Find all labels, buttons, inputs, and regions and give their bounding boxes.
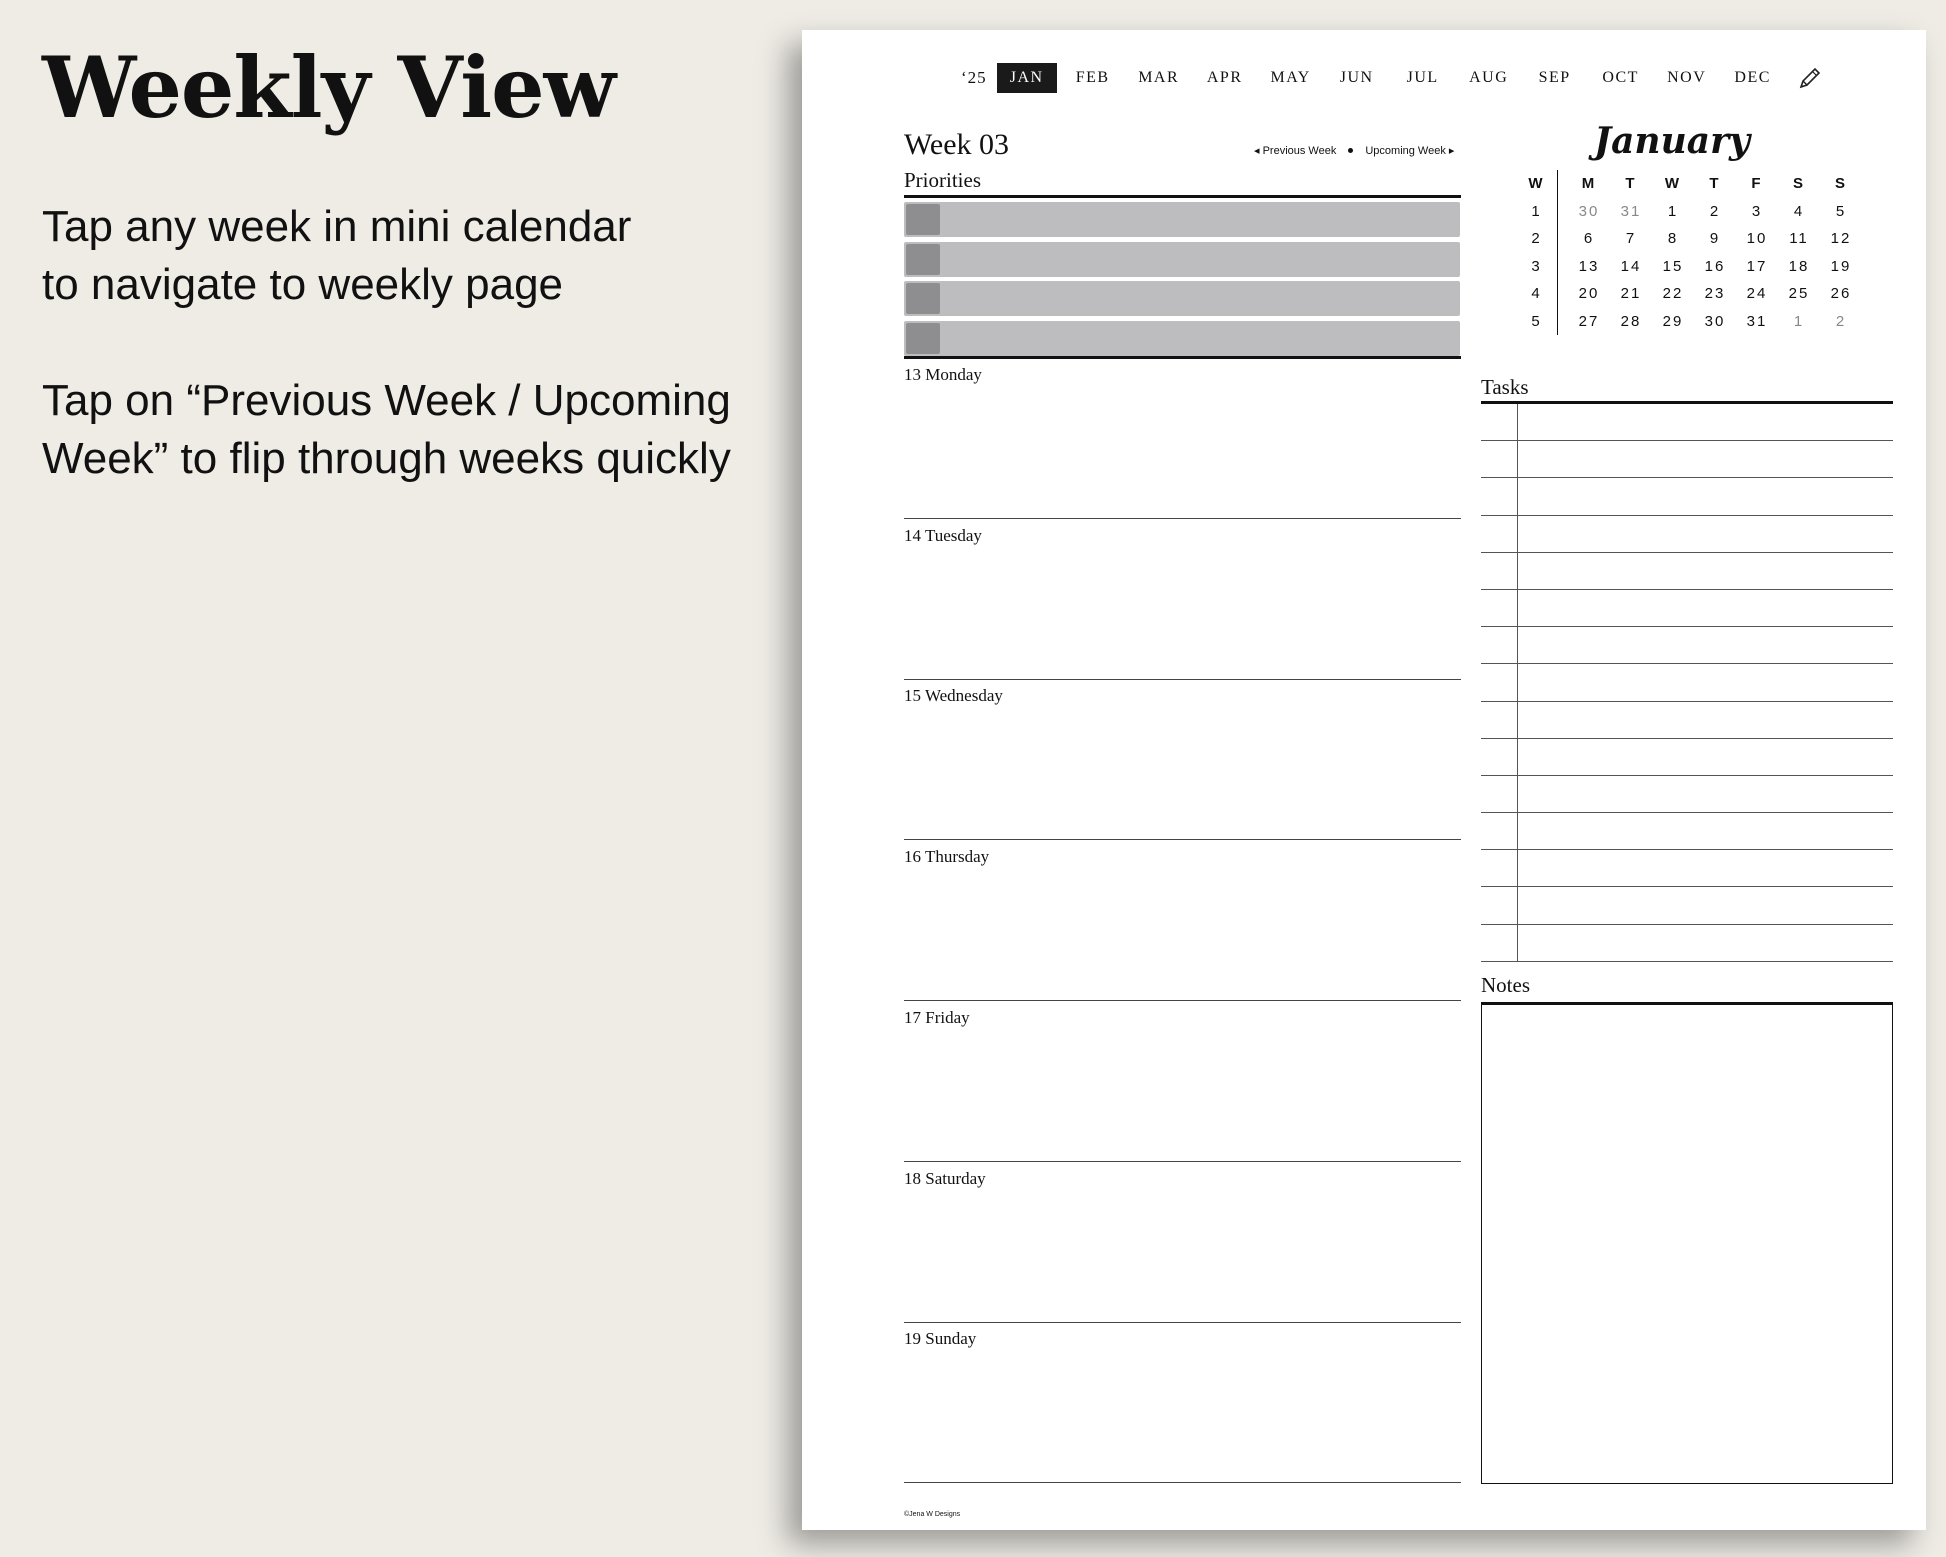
- week-number-link[interactable]: 2: [1516, 225, 1558, 253]
- weekday-header: T: [1625, 175, 1637, 193]
- month-nav: [961, 63, 1825, 93]
- calendar-day[interactable]: 14: [1620, 257, 1642, 275]
- task-checkbox[interactable]: [1481, 739, 1518, 775]
- priority-item[interactable]: [904, 202, 1460, 237]
- calendar-day[interactable]: 20: [1578, 285, 1600, 303]
- planner-page: [802, 30, 1926, 1530]
- task-checkbox[interactable]: [1481, 553, 1518, 589]
- month-tab-may[interactable]: MAY: [1270, 69, 1311, 86]
- weekday-header: M: [1581, 175, 1597, 193]
- task-row[interactable]: [1481, 850, 1893, 887]
- task-row[interactable]: [1481, 813, 1893, 850]
- day-label: 14 Tuesday: [904, 525, 982, 545]
- task-row[interactable]: [1481, 925, 1893, 962]
- notes-label: Notes: [1481, 973, 1530, 997]
- day-label: 13 Monday: [904, 365, 982, 384]
- day-label: 15 Wednesday: [904, 686, 1003, 706]
- task-checkbox[interactable]: [1481, 478, 1518, 514]
- calendar-day[interactable]: 16: [1704, 257, 1726, 275]
- task-row[interactable]: [1481, 887, 1893, 924]
- week-number-link[interactable]: 1: [1516, 198, 1558, 226]
- mini-calendar: [1516, 170, 1862, 335]
- day-section[interactable]: [904, 679, 1461, 840]
- task-checkbox[interactable]: [1481, 441, 1518, 477]
- calendar-day[interactable]: 7: [1625, 230, 1637, 248]
- task-row[interactable]: [1481, 404, 1893, 441]
- week-navigation: [1254, 144, 1454, 157]
- calendar-day[interactable]: 9: [1709, 230, 1721, 248]
- day-label: 16 Thursday: [904, 847, 990, 867]
- calendar-day[interactable]: 6: [1583, 230, 1595, 248]
- month-tab-aug[interactable]: AUG: [1469, 69, 1509, 86]
- priorities-top-rule: [904, 195, 1461, 198]
- task-checkbox[interactable]: [1481, 702, 1518, 738]
- calendar-day[interactable]: 13: [1578, 257, 1600, 275]
- task-checkbox[interactable]: [1481, 925, 1518, 961]
- calendar-day[interactable]: 10: [1746, 230, 1768, 248]
- task-row[interactable]: [1481, 590, 1893, 627]
- day-label: 19 Sunday: [904, 1329, 977, 1349]
- calendar-day[interactable]: 28: [1620, 312, 1642, 330]
- calendar-day[interactable]: 18: [1788, 257, 1810, 275]
- priority-checkbox[interactable]: [906, 244, 940, 275]
- week-number-link[interactable]: 3: [1516, 253, 1558, 281]
- calendar-day[interactable]: 23: [1704, 285, 1726, 303]
- copyright-footer: ©Jena W Designs: [904, 1511, 961, 1518]
- calendar-day[interactable]: 1: [1667, 202, 1679, 220]
- task-row[interactable]: [1481, 702, 1893, 739]
- day-label: 17 Friday: [904, 1007, 970, 1027]
- calendar-week-row[interactable]: [1516, 198, 1862, 226]
- task-checkbox[interactable]: [1481, 664, 1518, 700]
- calendar-day[interactable]: 17: [1746, 257, 1768, 275]
- task-checkbox[interactable]: [1481, 813, 1518, 849]
- task-checkbox[interactable]: [1481, 627, 1518, 663]
- weekday-header: S: [1792, 175, 1805, 193]
- mini-calendar-header: [1516, 170, 1862, 198]
- week-column-header: W: [1516, 170, 1558, 198]
- calendar-day[interactable]: 30: [1704, 312, 1726, 330]
- tasks-list: [1481, 404, 1893, 962]
- weekday-header: S: [1834, 175, 1847, 193]
- calendar-day[interactable]: 11: [1789, 230, 1809, 248]
- month-tab-sep[interactable]: SEP: [1538, 69, 1571, 86]
- task-checkbox[interactable]: [1481, 590, 1518, 626]
- month-tab-nov[interactable]: NOV: [1667, 69, 1707, 86]
- calendar-day[interactable]: 27: [1578, 312, 1600, 330]
- month-tab-dec[interactable]: DEC: [1734, 69, 1771, 86]
- calendar-day[interactable]: 2: [1709, 202, 1721, 220]
- calendar-day[interactable]: 31: [1746, 312, 1768, 330]
- day-section[interactable]: [904, 358, 1461, 519]
- day-section[interactable]: [904, 1322, 1461, 1483]
- task-checkbox[interactable]: [1481, 516, 1518, 552]
- weekday-header: W: [1664, 175, 1682, 193]
- week-number-link[interactable]: 5: [1516, 308, 1558, 336]
- priority-checkbox[interactable]: [906, 283, 940, 314]
- task-row[interactable]: [1481, 478, 1893, 515]
- year-label[interactable]: ‘25: [961, 68, 987, 87]
- calendar-day[interactable]: 1: [1793, 312, 1805, 330]
- calendar-week-row[interactable]: [1516, 253, 1862, 281]
- priority-checkbox[interactable]: [906, 204, 940, 235]
- day-section[interactable]: [904, 519, 1461, 680]
- calendar-week-row[interactable]: [1516, 225, 1862, 253]
- priority-item[interactable]: [904, 321, 1460, 356]
- day-label: 18 Saturday: [904, 1168, 986, 1188]
- month-tab-jan[interactable]: JAN: [997, 63, 1057, 93]
- task-checkbox[interactable]: [1481, 404, 1518, 440]
- calendar-day[interactable]: 30: [1578, 202, 1600, 220]
- calendar-day[interactable]: 3: [1751, 202, 1763, 220]
- calendar-day[interactable]: 29: [1662, 312, 1684, 330]
- calendar-day[interactable]: 31: [1620, 202, 1642, 220]
- priority-item[interactable]: [904, 281, 1460, 316]
- month-tab-apr[interactable]: APR: [1206, 69, 1243, 86]
- mini-calendar-title[interactable]: January: [1594, 120, 1750, 162]
- previous-week-link[interactable]: ◂ Previous Week: [1254, 145, 1337, 157]
- calendar-week-row[interactable]: [1516, 280, 1862, 308]
- promo-text-calendar: Tap any week in mini calendar to navigate to weekly page: [42, 202, 632, 309]
- weekday-header: F: [1751, 175, 1763, 193]
- pencil-icon[interactable]: [1795, 63, 1825, 93]
- task-row[interactable]: [1481, 553, 1893, 590]
- week-title: Week 03: [904, 128, 1010, 161]
- task-row[interactable]: [1481, 664, 1893, 701]
- calendar-week-row[interactable]: [1516, 308, 1862, 336]
- day-section[interactable]: [904, 1001, 1461, 1162]
- task-checkbox[interactable]: [1481, 850, 1518, 886]
- calendar-day[interactable]: 5: [1835, 202, 1847, 220]
- promo-text-flip: Tap on “Previous Week / Upcoming Week” to flip through weeks quickly: [42, 376, 731, 483]
- priorities-label: Priorities: [904, 168, 981, 192]
- calendar-day[interactable]: 26: [1830, 285, 1852, 303]
- calendar-day[interactable]: 21: [1620, 285, 1642, 303]
- task-row[interactable]: [1481, 516, 1893, 553]
- upcoming-week-link[interactable]: Upcoming Week ▸: [1365, 145, 1455, 157]
- calendar-day[interactable]: 8: [1667, 230, 1679, 248]
- calendar-day[interactable]: 12: [1830, 230, 1852, 248]
- task-checkbox[interactable]: [1481, 776, 1518, 812]
- priority-item[interactable]: [904, 242, 1460, 277]
- calendar-day[interactable]: 19: [1830, 257, 1852, 275]
- day-section[interactable]: [904, 840, 1461, 1001]
- month-tab-feb[interactable]: FEB: [1075, 69, 1110, 86]
- month-tab-oct[interactable]: OCT: [1602, 69, 1639, 86]
- task-row[interactable]: [1481, 627, 1893, 664]
- calendar-day[interactable]: 2: [1835, 312, 1847, 330]
- week-number-link[interactable]: 4: [1516, 280, 1558, 308]
- calendar-day[interactable]: 22: [1662, 285, 1684, 303]
- calendar-day[interactable]: 15: [1662, 257, 1684, 275]
- day-section[interactable]: [904, 1162, 1461, 1323]
- task-row[interactable]: [1481, 776, 1893, 813]
- task-row[interactable]: [1481, 739, 1893, 776]
- month-tab-mar[interactable]: MAR: [1138, 69, 1180, 86]
- task-row[interactable]: [1481, 441, 1893, 478]
- weekday-header: T: [1709, 175, 1721, 193]
- task-checkbox[interactable]: [1481, 887, 1518, 923]
- notes-area[interactable]: [1481, 1002, 1893, 1484]
- promo-title: Weekly View: [42, 38, 615, 137]
- separator-dot: [1348, 148, 1353, 153]
- priority-checkbox[interactable]: [906, 323, 940, 354]
- calendar-day[interactable]: 24: [1746, 285, 1768, 303]
- month-tab-jul[interactable]: JUL: [1406, 69, 1439, 86]
- tasks-label: Tasks: [1481, 375, 1529, 399]
- calendar-day[interactable]: 25: [1788, 285, 1810, 303]
- month-tab-jun[interactable]: JUN: [1339, 69, 1374, 86]
- calendar-day[interactable]: 4: [1793, 202, 1805, 220]
